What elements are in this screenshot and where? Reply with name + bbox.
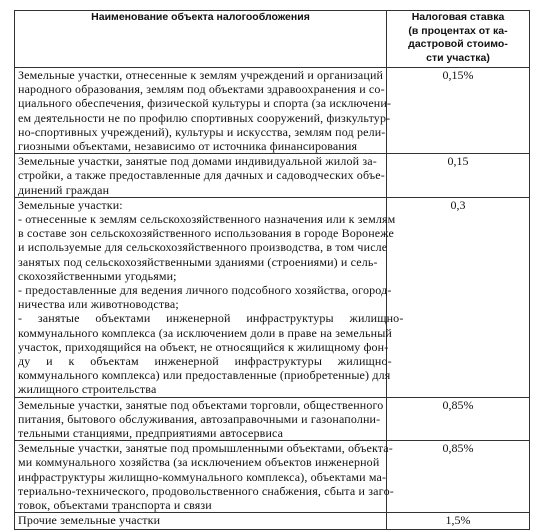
description-line: питания, бытового обслуживания, автозаправочными и газонаполни- — [18, 411, 381, 426]
table-row — [15, 154, 530, 198]
description-line: Земельные участки, отнесенные к землям учреждений и организаций — [18, 68, 384, 82]
header-tax-rate — [387, 11, 530, 68]
description-line: ду и к объектам инженерной инфраструктуры жилищно- — [18, 354, 392, 369]
description-line: ем деятельности не по профилю спортивных сооружений, физкультур- — [18, 110, 391, 125]
description-line: в составе зон сельскохозяйственного использования в городе Воронеже — [18, 226, 395, 241]
description-line: циального обеспечения, физической культуры и спорта (за исключени- — [18, 96, 392, 111]
header-tax-rate-line: сти участка) — [426, 51, 490, 64]
description-line: инфраструктуры жилищно-коммунального комплекса), объектами ма- — [18, 469, 387, 484]
table-row — [15, 197, 530, 397]
land-tax-rate-table — [14, 10, 530, 530]
description-line: - занятые объектами инженерной инфраструктуры жилищно- — [18, 311, 404, 326]
description-line: стройки, а также предоставленные для дачных и садоводческих объе- — [18, 168, 385, 183]
description-line: жилищного строительства — [18, 382, 157, 397]
tax-rate-value: 1,5% — [387, 513, 530, 530]
description-line: и используемые для сельскохозяйственного производства, в том числе — [18, 240, 388, 255]
table-header-row — [15, 11, 530, 68]
tax-rate-value: 0,3 — [387, 197, 530, 397]
land-object-description — [15, 197, 404, 397]
tax-rate-value: 0,15 — [387, 154, 530, 198]
description-line: Земельные участки: — [18, 197, 123, 212]
description-line: занятых под сельскохозяйственными зданиями (строениями) и сель- — [18, 254, 378, 269]
table-row — [15, 441, 530, 513]
description-line: коммунального комплекса (за исключением доли в праве на земельный — [18, 325, 392, 340]
description-line: Земельные участки, занятые под объектами торговли, общественного — [18, 397, 384, 412]
description-line: Земельные участки, занятые под домами индивидуальной жилой за- — [18, 154, 377, 169]
table-body — [15, 68, 530, 530]
land-object-description — [15, 513, 387, 530]
tax-rate-value: 0,15% — [387, 68, 530, 154]
land-object-description — [15, 397, 387, 441]
description-line: ничества или животноводства; — [18, 297, 179, 312]
land-object-description — [15, 154, 387, 198]
tax-rate-value: 0,85% — [387, 441, 530, 513]
header-tax-rate-line: (в процентах от ка- — [408, 24, 508, 37]
land-object-description — [15, 68, 392, 154]
header-tax-rate-line: Налоговая ставка — [411, 11, 505, 23]
description-line: ми коммунального хозяйства (за исключением объектов инженерной — [18, 455, 380, 470]
header-object-name: Наименование объекта налогообложения — [15, 11, 387, 68]
description-line: гиозными объектами, независимо от источника финансирования — [18, 139, 358, 154]
header-tax-rate-line: дастровой стоимо- — [408, 38, 508, 50]
description-line: коммунального комплекса) или предоставленные (приобретенные) для — [18, 368, 391, 383]
description-line: - отнесенные к землям сельскохозяйственного назначения или к землям — [18, 212, 396, 227]
tax-rate-value: 0,85% — [387, 397, 530, 441]
table-row — [15, 68, 530, 154]
description-line: скохозяйственными угодьями; — [18, 268, 177, 283]
table-row — [15, 397, 530, 441]
description-line: но-спортивных учреждений), культуры и искусства, землям под рели- — [18, 124, 386, 139]
description-line: народного образования, землям под объектами здравоохранения и со- — [18, 82, 385, 97]
table-row — [15, 513, 530, 530]
description-line: - предоставленные для ведения личного подсобного хозяйства, огород- — [18, 283, 392, 298]
description-line: тельными станциями, предприятиями автосервиса — [18, 426, 284, 441]
land-object-description — [15, 441, 394, 513]
description-line: Прочие земельные участки — [18, 513, 161, 528]
description-line: териально-технического, продовольственного снабжения, сбыта и загo- — [18, 483, 394, 498]
description-line: товок, объектами транспорта и связи — [18, 498, 212, 513]
description-line: динений граждан — [18, 182, 110, 197]
description-line: Земельные участки, занятые под промышленными объектами, объекта- — [18, 441, 393, 456]
description-line: участок, приходящийся на объект, не относящийся к жилищному фон- — [18, 339, 389, 354]
